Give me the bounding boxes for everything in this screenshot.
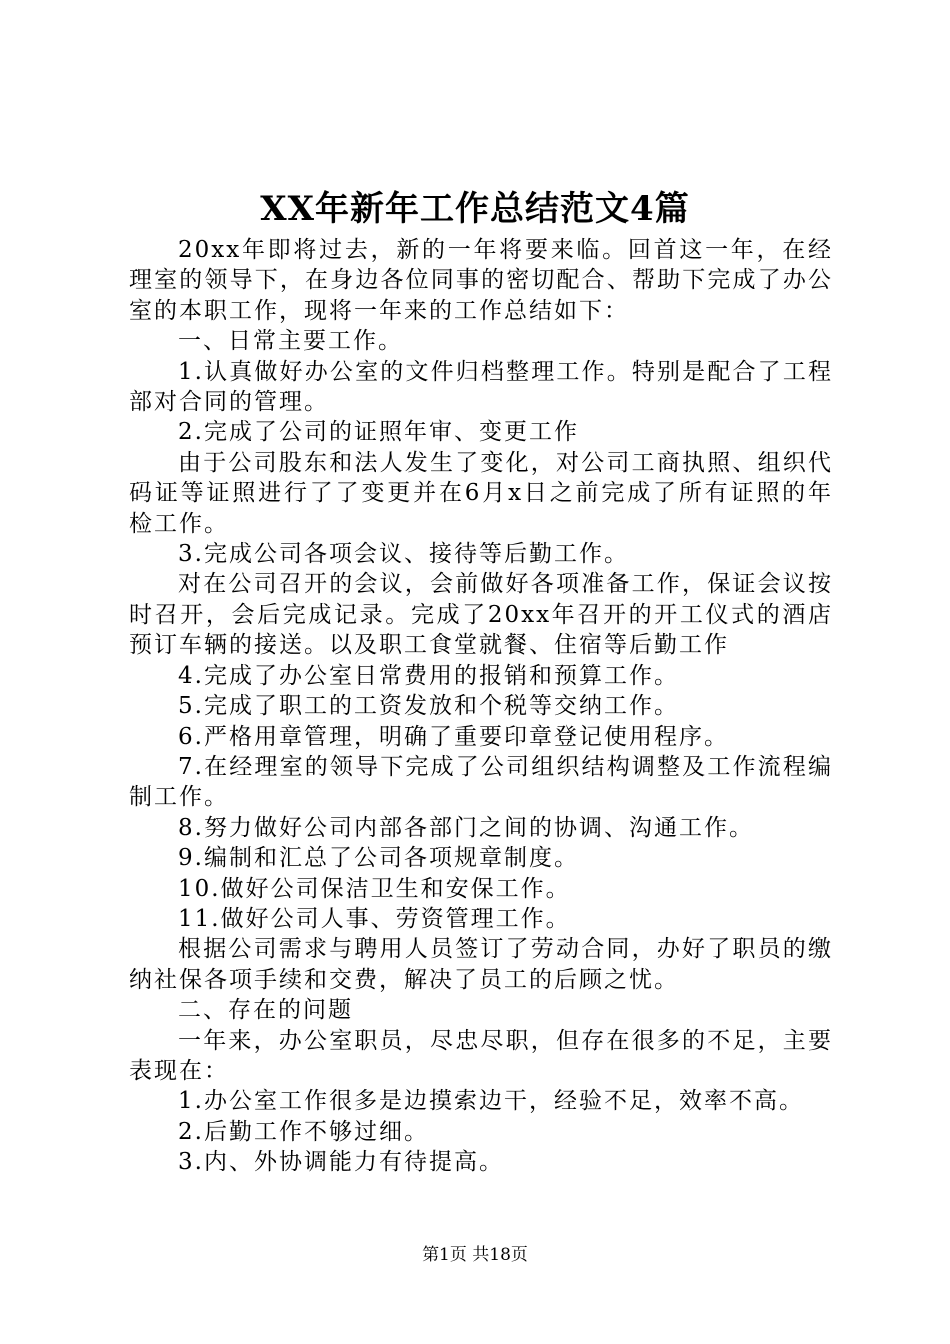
paragraph: 20xx年即将过去，新的一年将要来临。回首这一年，在经理室的领导下，在身边各位同事的密切配合、帮助下完成了办公室的本职工作，现将一年来的工作总结如下： bbox=[129, 237, 833, 324]
list-item: 2.完成了公司的证照年审、变更工作 bbox=[178, 419, 579, 446]
list-item: 1.办公室工作很多是边摸索边干，经验不足，效率不高。 bbox=[178, 1088, 804, 1115]
list-item: 3.完成公司各项会议、接待等后勤工作。 bbox=[178, 541, 629, 568]
list-item: 3.内、外协调能力有待提高。 bbox=[178, 1149, 504, 1176]
page-footer: 第1页 共18页 bbox=[422, 1245, 528, 1265]
list-item: 6.严格用章管理，明确了重要印章登记使用程序。 bbox=[178, 723, 729, 750]
list-item: 7.在经理室的领导下完成了公司组织结构调整及工作流程编制工作。 bbox=[129, 753, 833, 811]
list-item: 8.努力做好公司内部各部门之间的协调、沟通工作。 bbox=[178, 814, 754, 841]
list-item: 5.完成了职工的工资发放和个税等交纳工作。 bbox=[178, 693, 679, 720]
list-item: 9.编制和汇总了公司各项规章制度。 bbox=[178, 845, 579, 872]
list-item: 11.做好公司人事、劳资管理工作。 bbox=[178, 905, 571, 932]
paragraph: 根据公司需求与聘用人员签订了劳动合同，办好了职员的缴纳社保各项手续和交费，解决了员工的后顾之忧。 bbox=[129, 936, 833, 993]
paragraph: 由于公司股东和法人发生了变化，对公司工商执照、组织代码证等证照进行了了变更并在6月x日之前完成了所有证照的年检工作。 bbox=[129, 449, 833, 537]
document-title: XX年新年工作总结范文4篇 bbox=[260, 189, 690, 229]
section-heading: 一、日常主要工作。 bbox=[178, 328, 403, 355]
list-item: 4.完成了办公室日常费用的报销和预算工作。 bbox=[178, 662, 679, 689]
list-item: 10.做好公司保洁卫生和安保工作。 bbox=[178, 875, 571, 902]
section-heading: 二、存在的问题 bbox=[178, 997, 353, 1024]
paragraph: 对在公司召开的会议，会前做好各项准备工作，保证会议按时召开，会后完成记录。完成了20xx年召开的开工仪式的酒店预订车辆的接送。以及职工食堂就餐、住宿等后勤工作 bbox=[129, 571, 833, 659]
document-body bbox=[129, 235, 833, 1178]
list-item: 2.后勤工作不够过细。 bbox=[178, 1118, 429, 1145]
list-item: 1.认真做好办公室的文件归档整理工作。特别是配合了工程部对合同的管理。 bbox=[129, 358, 833, 416]
paragraph: 一年来，办公室职员，尽忠尽职，但存在很多的不足，主要表现在： bbox=[129, 1027, 833, 1084]
